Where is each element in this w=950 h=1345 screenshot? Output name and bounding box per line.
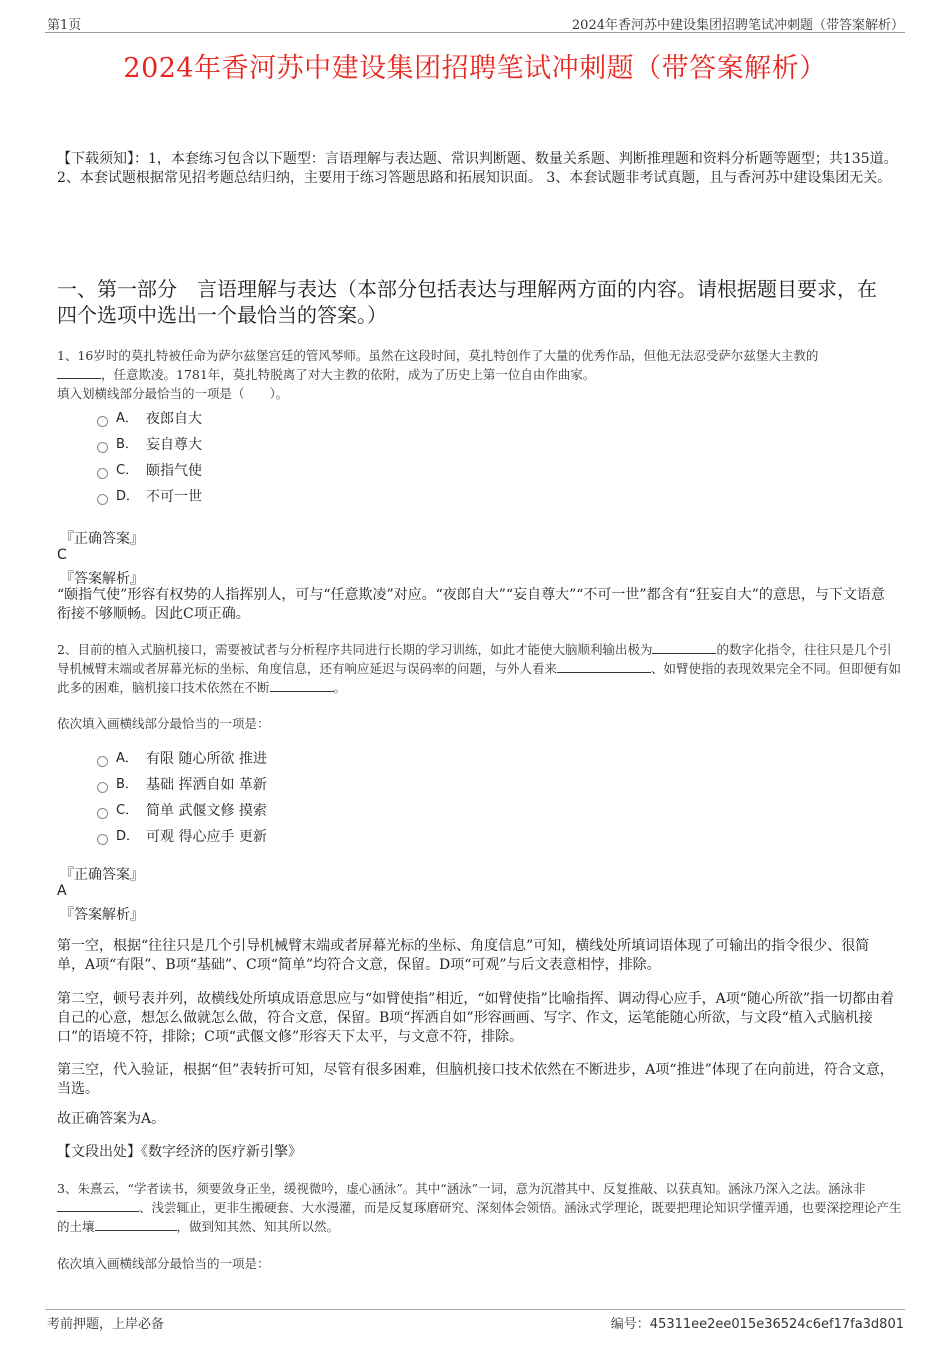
q1-option-d[interactable]: D． 不可一世 xyxy=(97,487,202,507)
q1-answer-label: 『正确答案』 xyxy=(60,531,144,547)
q3-prompt: 依次填入画横线部分最恰当的一项是： xyxy=(57,1256,270,1271)
q2-analysis-p3: 第三空，代入验证，根据“但”表转折可知，尽管有很多困难，但脑机接口技术依然在不断进步，A项“推进”体现了在向前进，符合文意，当选。 xyxy=(57,1062,894,1097)
q2-analysis-p1: 第一空，根据“往往只是几个引导机械臂末端或者屏幕光标的坐标、角度信息”可知，横线处所填词语体现了可输出的指令很少、很简单，A项“有限”、B项“基础”、C项“简单”均符合文意，保留。D项“可观”与后文表意相悖，排除。 xyxy=(57,938,870,973)
q2-blank-3 xyxy=(270,679,334,692)
q1-analysis-label: 『答案解析』 xyxy=(60,571,144,587)
footer-divider xyxy=(45,1309,905,1310)
question-3-stem: 3、朱熹云，“学者读书，须要敛身正坐，缓视微吟，虚心涵泳”。其中“涵泳”一词，意为沉潜其中、反复推敲、以获真知。涵泳乃深入之法。涵泳非、浅尝辄止，更非生搬硬套、大水漫灌，而是反复琢磨研究、深刻体会领悟。涵泳式学理论，既要把理论知识学懂弄通，也要深挖理论产生的土壤 ，做到知其然、知其所以然。 xyxy=(57,1181,902,1234)
q1-option-a[interactable]: A． 夜郎自大 xyxy=(97,409,202,429)
q2-blank-2 xyxy=(557,660,651,673)
question-2-stem: 2、目前的植入式脑机接口，需要被试者与分析程序共同进行长期的学习训练，如此才能使大脑顺利输出极为 的数字化指令，往往只是几个引导机械臂末端或者屏幕光标的坐标、角度信息，还有响应延迟与误码率的问题，与外人看来 、如臂使指的表现效果完全不同。但即便有如此多的困难，脑机接口技术依然在不断 。 xyxy=(57,642,902,695)
q1-blank xyxy=(57,366,101,379)
download-notice: 【下载须知】：1，本套练习包含以下题型：言语理解与表达题、常识判断题、数量关系题、判断推理题和资料分析题等题型；共135道。 2、本套试题根据常见招考题总结归纳，主要用于练习答题思路和拓展知识面。 3、本套试题非考试真题，且与香河苏中建设集团无关。 xyxy=(57,151,898,186)
section-heading: 一、第一部分 言语理解与表达（本部分包括表达与理解两方面的内容。请根据题目要求，在四个选项中选出一个最恰当的答案。） xyxy=(57,277,877,327)
header-divider xyxy=(45,32,905,33)
q2-prompt: 依次填入画横线部分最恰当的一项是： xyxy=(57,716,270,731)
page-number: 第1页 xyxy=(47,18,82,33)
header-doc-title: 2024年香河苏中建设集团招聘笔试冲刺题（带答案解析） xyxy=(571,18,904,33)
q2-answer: A xyxy=(57,883,67,899)
q2-option-c[interactable]: C． 简单 武偃文修 摸索 xyxy=(97,801,267,821)
q1-text-a: 1、16岁时的莫扎特被任命为萨尔兹堡宫廷的管风琴师。虽然在这段时间，莫扎特创作了大量的优秀作品，但他无法忍受萨尔兹堡大主教的 xyxy=(57,348,819,363)
q2-option-d[interactable]: D． 可观 得心应手 更新 xyxy=(97,827,267,847)
radio-icon[interactable] xyxy=(97,416,108,427)
q1-option-b[interactable]: B． 妄自尊大 xyxy=(97,435,202,455)
q1-analysis: “颐指气使”形容有权势的人指挥别人，可与“任意欺凌”对应。“夜郎自大”“妄自尊大”“不可一世”都含有“狂妄自大”的意思，与下文语意衔接不够顺畅。因此C项正确。 xyxy=(57,587,885,622)
radio-icon[interactable] xyxy=(97,468,108,479)
q1-text-b: ，任意欺凌。1781年，莫扎特脱离了对大主教的依附，成为了历史上第一位自由作曲家。 xyxy=(101,367,596,382)
radio-icon[interactable] xyxy=(97,834,108,845)
q1-answer: C xyxy=(57,547,67,563)
q1-option-c[interactable]: C． 颐指气使 xyxy=(97,461,202,481)
radio-icon[interactable] xyxy=(97,808,108,819)
q1-prompt: 填入划横线部分最恰当的一项是（ ）。 xyxy=(57,386,289,401)
q2-blank-1 xyxy=(652,641,716,654)
footer-code: 编号：45311ee2ee015e36524c6ef17fa3d801 xyxy=(610,1317,904,1332)
q3-blank-2 xyxy=(95,1218,177,1231)
footer-slogan: 考前押题，上岸必备 xyxy=(47,1317,165,1332)
radio-icon[interactable] xyxy=(97,442,108,453)
q2-analysis-p2: 第二空，顿号表并列，故横线处所填成语意思应与“如臂使指”相近，“如臂使指”比喻指挥、调动得心应手，A项“随心所欲”指一切都由着自己的心意，想怎么做就怎么做，符合文意，保留。B项“挥洒自如”形容画画、写字、作文，运笔能随心所欲，与文段“植入式脑机接口”的语境不符，排除；C项“武偃文修”形容天下太平，与文意不符，排除。 xyxy=(57,991,895,1045)
radio-icon[interactable] xyxy=(97,494,108,505)
radio-icon[interactable] xyxy=(97,756,108,767)
question-1-stem xyxy=(57,346,902,403)
radio-icon[interactable] xyxy=(97,782,108,793)
q2-analysis-p4: 故正确答案为A。 xyxy=(57,1111,166,1127)
q2-option-a[interactable]: A． 有限 随心所欲 推进 xyxy=(97,749,267,769)
q3-blank-1 xyxy=(57,1199,139,1212)
q2-analysis-label: 『答案解析』 xyxy=(60,907,144,923)
q2-option-b[interactable]: B． 基础 挥洒自如 革新 xyxy=(97,775,267,795)
page-title: 2024年香河苏中建设集团招聘笔试冲刺题（带答案解析） xyxy=(123,53,827,84)
q2-source: 【文段出处】《数字经济的医疗新引擎》 xyxy=(57,1144,302,1160)
q2-answer-label: 『正确答案』 xyxy=(60,867,144,883)
